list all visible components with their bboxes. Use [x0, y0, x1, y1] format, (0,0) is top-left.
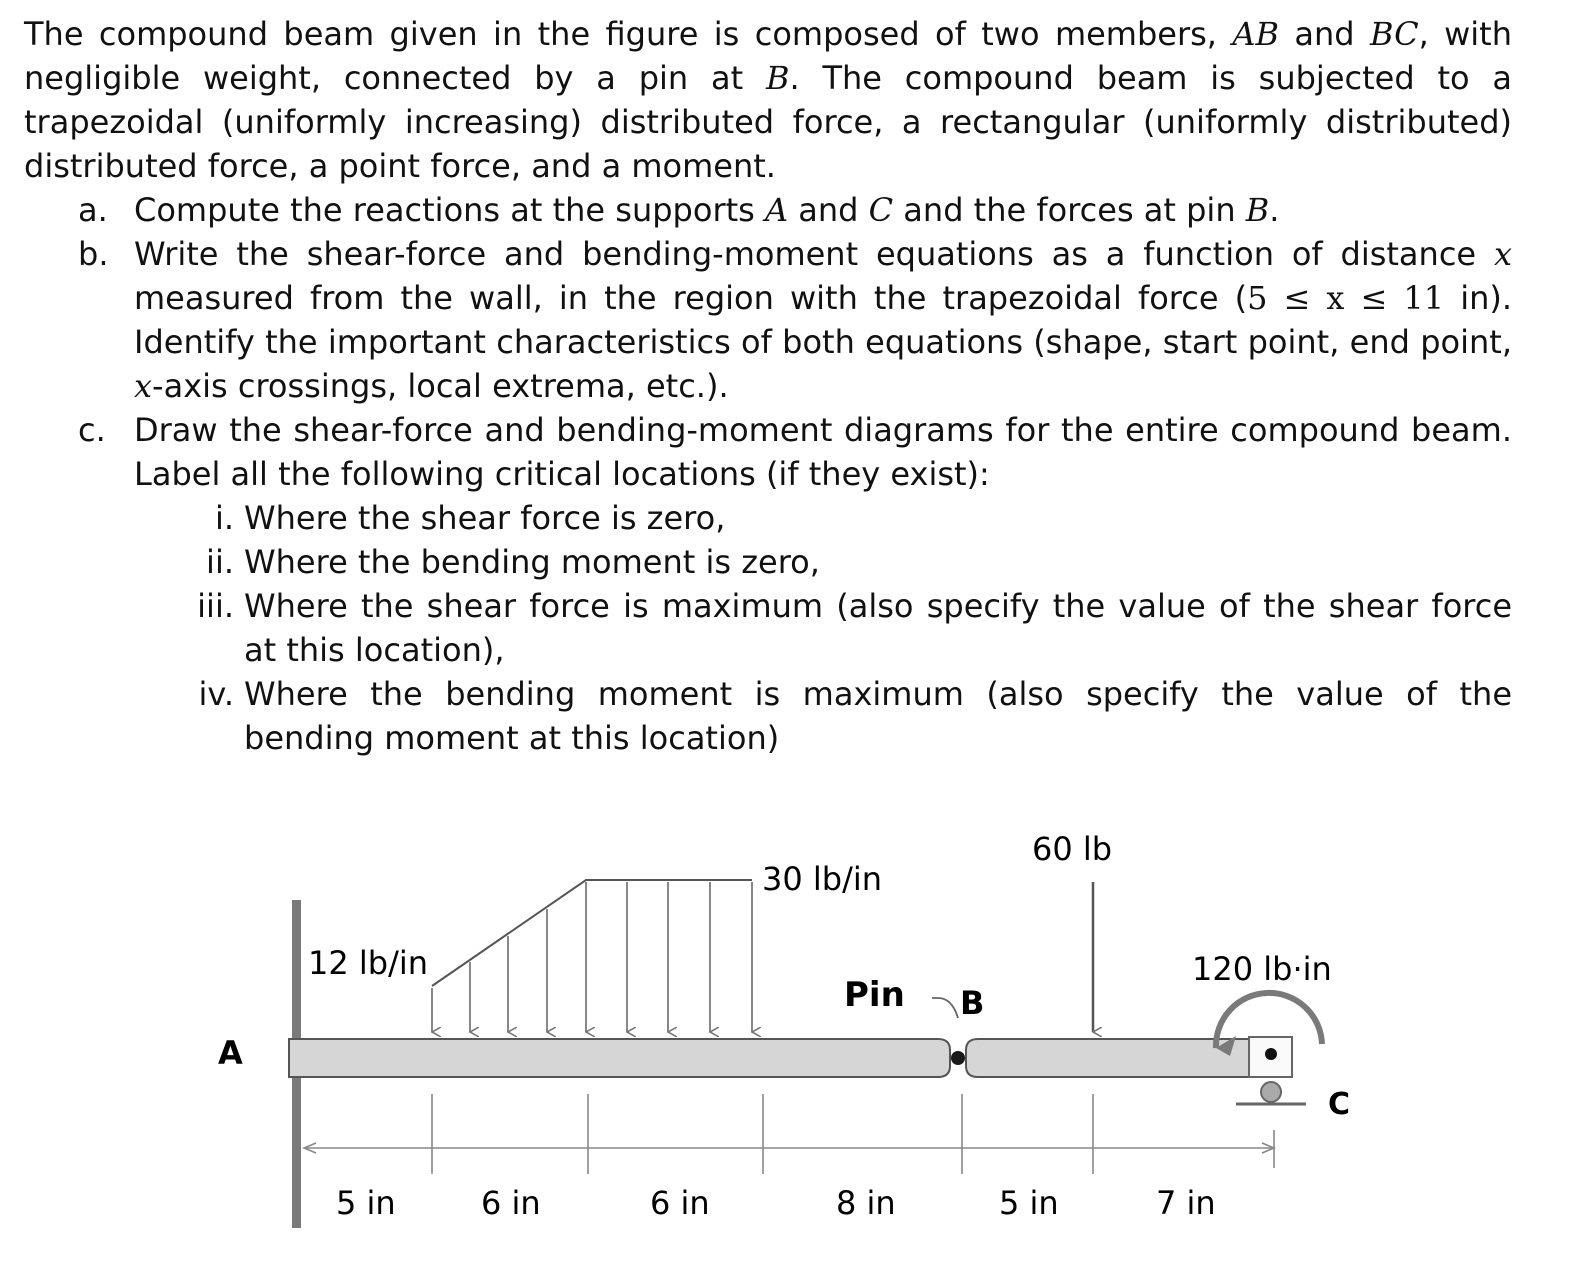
dim-label-6: 7 in: [1156, 1184, 1216, 1222]
dim-label-5: 5 in: [999, 1184, 1059, 1222]
part-a: [78, 188, 1512, 232]
dim-label-4: 8 in: [836, 1184, 896, 1222]
pin-b: [951, 1051, 965, 1065]
part-c: [78, 408, 1512, 496]
part-c-ii: ii. Where the bending moment is zero,: [206, 543, 820, 581]
part-c-i: i. Where the shear force is zero,: [214, 499, 726, 537]
part-c-iii: iii. Where the shear force is maximum (also specify the value of the shear force at this location),: [197, 587, 1512, 669]
problem-statement: [24, 12, 1512, 760]
part-c-iv: iv. Where the bending moment is maximum (also specify the value of the bending moment at this location): [198, 675, 1512, 757]
problem-intro: The compound beam given in the figure is composed of two members, AB and BC, with negligible weight, connected by a pin at B. The compound beam is subjected to a trapezoidal (uniformly increasing) distributed force, a rectangular (uniformly distributed) distributed force, a point force, and a moment.: [24, 15, 1513, 185]
dimension-line: [304, 1094, 1274, 1174]
part-b-text: Write the shear-force and bending-moment equations as a function of distance x measured from the wall, in the region with the trapezoidal force (5 ≤ x ≤ 11 in). Identify the important characteristics of both equations (shape, start point, end point, x-axis crossings, local extrema, etc.).: [134, 235, 1513, 405]
beam-member-ab: [289, 1039, 950, 1077]
beam-diagram: [196, 812, 1396, 1242]
dim-label-1: 5 in: [336, 1184, 396, 1222]
beam-figure: [196, 812, 1396, 1246]
distributed-load: [432, 880, 752, 1032]
dim-label-3: 6 in: [650, 1184, 710, 1222]
part-c-label: c.: [78, 411, 106, 449]
moment-label: 120 lb·in: [1192, 950, 1332, 988]
part-a-label: a.: [78, 191, 108, 229]
part-b: [78, 232, 1512, 408]
part-a-text: Compute the reactions at the supports A and C and the forces at pin B.: [134, 191, 1280, 229]
load-label-30: 30 lb/in: [762, 860, 883, 898]
label-b: B: [960, 984, 985, 1022]
load-label-12: 12 lb/in: [308, 944, 429, 982]
point-force-label: 60 lb: [1032, 830, 1113, 868]
label-a: A: [218, 1034, 243, 1072]
label-c: C: [1328, 1087, 1351, 1122]
pin-pointer: [932, 998, 958, 1018]
part-c-text: Draw the shear-force and bending-moment diagrams for the entire compound beam. Label all the following critical locations (if they exist):: [134, 411, 1512, 493]
pin-label: Pin: [844, 975, 905, 1015]
dim-label-2: 6 in: [481, 1184, 541, 1222]
part-b-label: b.: [78, 235, 109, 273]
